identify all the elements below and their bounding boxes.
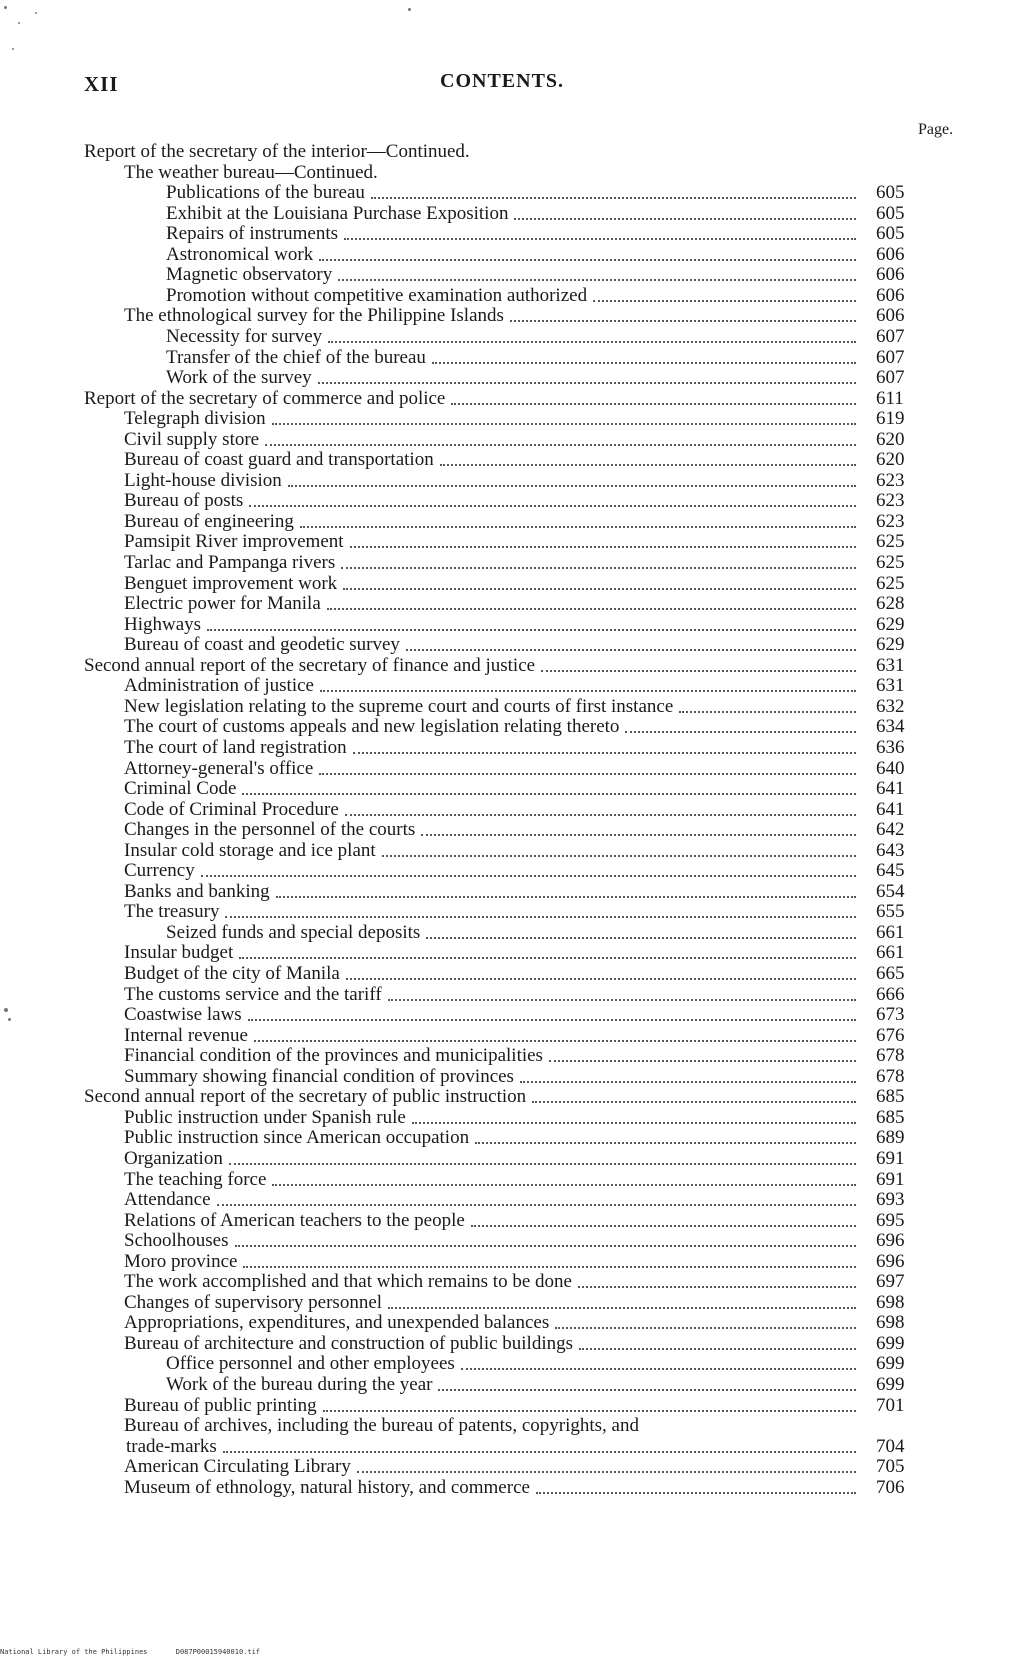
- toc-page-number: 678: [876, 1066, 905, 1087]
- dot-leader: [276, 896, 856, 898]
- dot-leader: [341, 567, 856, 569]
- toc-page-number: 665: [876, 963, 905, 984]
- dot-leader: [319, 773, 856, 775]
- toc-page-number: 605: [876, 223, 905, 244]
- toc-entry: [166, 285, 905, 307]
- toc-entry: [124, 984, 905, 1006]
- toc-entry: [166, 347, 905, 369]
- toc-page-number: 699: [876, 1374, 905, 1395]
- toc-entry-title: Bureau of architecture and construction of public buildings: [124, 1333, 574, 1354]
- toc-entry: [124, 963, 905, 985]
- toc-entry: [84, 1086, 905, 1108]
- dot-leader: [593, 300, 856, 302]
- toc-page-number: 699: [876, 1353, 905, 1374]
- toc-entry: [124, 573, 905, 595]
- dot-leader: [217, 1204, 856, 1206]
- toc-entry: [124, 758, 905, 780]
- toc-entry: [124, 881, 905, 903]
- toc-entry: [124, 1107, 905, 1129]
- toc-page-number: 691: [876, 1148, 905, 1169]
- toc-entry-title: Telegraph division: [124, 408, 266, 429]
- dot-leader: [327, 608, 856, 610]
- toc-entry-title: Office personnel and other employees: [166, 1353, 455, 1374]
- running-title: CONTENTS.: [440, 70, 565, 92]
- toc-entry: [124, 1210, 905, 1232]
- dot-leader: [323, 1410, 856, 1412]
- toc-page-number: 697: [876, 1271, 905, 1292]
- toc-page-number: 695: [876, 1210, 905, 1231]
- toc-entry: [124, 429, 905, 451]
- dot-leader: [254, 1040, 856, 1042]
- toc-entry: [124, 614, 905, 636]
- dot-leader: [338, 279, 856, 281]
- toc-page-number: 606: [876, 244, 905, 265]
- toc-page-number: 691: [876, 1169, 905, 1190]
- toc-page-number: 655: [876, 901, 905, 922]
- toc-entry-title: Seized funds and special deposits: [166, 922, 421, 943]
- toc-entry-title: American Circulating Library: [124, 1456, 351, 1477]
- toc-entry-title: The court of customs appeals and new legislation relating thereto: [124, 716, 620, 737]
- toc-page-number: 661: [876, 922, 905, 943]
- toc-page-number: 625: [876, 552, 905, 573]
- toc-entry-title: Astronomical work: [166, 244, 314, 265]
- dot-leader: [272, 1184, 856, 1186]
- toc-entry-title: Criminal Code: [124, 778, 237, 799]
- dot-leader: [300, 526, 856, 528]
- dot-leader: [549, 1060, 856, 1062]
- dot-leader: [461, 1368, 856, 1370]
- toc-page-number: 661: [876, 942, 905, 963]
- dot-leader: [225, 916, 856, 918]
- toc-entry: [124, 531, 905, 553]
- toc-entry: [124, 840, 905, 862]
- dot-leader: [371, 197, 856, 199]
- toc-entry-title: Attendance: [124, 1189, 211, 1210]
- dot-leader: [382, 855, 856, 857]
- scan-speck: [8, 1018, 11, 1021]
- toc-entry-title: Changes of supervisory personnel: [124, 1292, 383, 1313]
- toc-page-number: 625: [876, 573, 905, 594]
- dot-leader: [346, 978, 856, 980]
- toc-page-number: 645: [876, 860, 905, 881]
- toc-page-number: 698: [876, 1292, 905, 1313]
- toc-entry: [124, 1251, 905, 1273]
- toc-entry: [166, 922, 905, 944]
- toc-entry: [166, 367, 905, 389]
- toc-entry-title: Coastwise laws: [124, 1004, 242, 1025]
- toc-entry-title: The work accomplished and that which remains to be done: [124, 1271, 572, 1292]
- toc-entry: [124, 860, 905, 882]
- toc-entry: [124, 901, 905, 923]
- toc-entry: [124, 593, 905, 615]
- toc-page-number: 701: [876, 1395, 905, 1416]
- toc-entry-title: Pamsipit River improvement: [124, 531, 344, 552]
- scan-speck: [12, 48, 14, 50]
- dot-leader: [541, 670, 856, 672]
- toc-entry: [124, 675, 905, 697]
- toc-entry: [124, 449, 905, 471]
- toc-page-number: 699: [876, 1333, 905, 1354]
- toc-entry-title: Internal revenue: [124, 1025, 248, 1046]
- scan-speck: [35, 12, 37, 14]
- dot-leader: [229, 1163, 856, 1165]
- toc-page-number: 625: [876, 531, 905, 552]
- toc-page-number: 698: [876, 1312, 905, 1333]
- toc-page-number: 628: [876, 593, 905, 614]
- dot-leader: [272, 423, 856, 425]
- toc-entry-title: Organization: [124, 1148, 223, 1169]
- scan-file-label: D087P00015940010.tif: [175, 1648, 261, 1656]
- toc-entry: [124, 511, 905, 533]
- toc-entry: [124, 1333, 905, 1355]
- toc-page-number: 631: [876, 655, 905, 676]
- toc-entry-title: Bureau of coast guard and transportation: [124, 449, 434, 470]
- toc-entry: [124, 162, 862, 184]
- scan-library-label: National Library of the Philippines: [0, 1648, 148, 1656]
- toc-entry: [166, 182, 905, 204]
- dot-leader: [421, 834, 856, 836]
- toc-entry-title: Museum of ethnology, natural history, and commerce: [124, 1477, 530, 1498]
- toc-entry: [124, 1456, 905, 1478]
- toc-entry: [166, 264, 905, 286]
- dot-leader: [578, 1286, 856, 1288]
- toc-page-number: 640: [876, 758, 905, 779]
- toc-entry-title: Bureau of archives, including the bureau of patents, copyrights, and: [124, 1415, 639, 1436]
- toc-page-number: 605: [876, 203, 905, 224]
- toc-page-number: 676: [876, 1025, 905, 1046]
- toc-entry-title: Civil supply store: [124, 429, 260, 450]
- dot-leader: [207, 629, 856, 631]
- toc-entry-title: Tarlac and Pampanga rivers: [124, 552, 336, 573]
- toc-entry: [124, 470, 905, 492]
- scan-speck: [18, 22, 20, 24]
- dot-leader: [514, 218, 856, 220]
- toc-page-number: 685: [876, 1086, 905, 1107]
- toc-entry-title: Banks and banking: [124, 881, 270, 902]
- toc-entry: [124, 1127, 905, 1149]
- toc-entry: [124, 1004, 905, 1026]
- dot-leader: [239, 957, 856, 959]
- toc-entry-title: Publications of the bureau: [166, 182, 365, 203]
- toc-entry-title: Work of the bureau during the year: [166, 1374, 433, 1395]
- toc-entry: [124, 1230, 905, 1252]
- dot-leader: [249, 505, 856, 507]
- toc-page-number: 619: [876, 408, 905, 429]
- toc-entry: [124, 1395, 905, 1417]
- toc-entry-title: Bureau of coast and geodetic survey: [124, 634, 400, 655]
- toc-entry: [166, 326, 905, 348]
- dot-leader: [201, 875, 856, 877]
- dot-leader: [350, 546, 856, 548]
- toc-page-number: 623: [876, 511, 905, 532]
- toc-page-number: 696: [876, 1251, 905, 1272]
- toc-entry-title: Bureau of public printing: [124, 1395, 317, 1416]
- toc-page-number: 685: [876, 1107, 905, 1128]
- toc-page-number: 705: [876, 1456, 905, 1477]
- toc-entry: [84, 141, 862, 163]
- toc-entry: [124, 1271, 905, 1293]
- dot-leader: [319, 259, 856, 261]
- toc-entry-title: Code of Criminal Procedure: [124, 799, 339, 820]
- toc-entry: [166, 223, 905, 245]
- dot-leader: [357, 1471, 856, 1473]
- toc-entry-title: Benguet improvement work: [124, 573, 338, 594]
- toc-entry-title: The weather bureau—Continued.: [124, 162, 378, 183]
- toc-entry-title: Public instruction under Spanish rule: [124, 1107, 406, 1128]
- toc-page-number: 642: [876, 819, 905, 840]
- toc-entry-title: Budget of the city of Manila: [124, 963, 340, 984]
- toc-page-number: 629: [876, 634, 905, 655]
- toc-entry: [84, 388, 904, 410]
- toc-page-number: 620: [876, 449, 905, 470]
- toc-page-number: 629: [876, 614, 905, 635]
- dot-leader: [328, 341, 856, 343]
- toc-entry: [124, 942, 905, 964]
- dot-leader: [223, 1451, 856, 1453]
- dot-leader: [438, 1389, 856, 1391]
- toc-entry: [124, 1148, 905, 1170]
- toc-entry-title: Report of the secretary of the interior—Continued.: [84, 141, 470, 162]
- toc-entry-title: Magnetic observatory: [166, 264, 333, 285]
- dot-leader: [536, 1492, 856, 1494]
- scan-speck: [4, 6, 7, 9]
- toc-entry: [124, 305, 905, 327]
- toc-entry: [124, 716, 905, 738]
- toc-entry-title: Transfer of the chief of the bureau: [166, 347, 426, 368]
- dot-leader: [343, 588, 856, 590]
- toc-entry-title: Summary showing financial condition of provinces: [124, 1066, 514, 1087]
- toc-entry: [124, 1292, 905, 1314]
- dot-leader: [242, 793, 856, 795]
- toc-entry: [124, 737, 905, 759]
- toc-entry: [124, 552, 905, 574]
- toc-page-number: 605: [876, 182, 905, 203]
- toc-page-number: 696: [876, 1230, 905, 1251]
- dot-leader: [388, 1307, 856, 1309]
- toc-entry-title: Promotion without competitive examination authorized: [166, 285, 588, 306]
- toc-page-number: 654: [876, 881, 905, 902]
- toc-entry: [124, 1025, 905, 1047]
- toc-entry-title: Electric power for Manila: [124, 593, 321, 614]
- dot-leader: [475, 1142, 856, 1144]
- toc-entry-title: Bureau of posts: [124, 490, 244, 511]
- dot-leader: [555, 1327, 856, 1329]
- toc-entry-title: trade-marks: [126, 1436, 217, 1457]
- toc-entry: [124, 1066, 905, 1088]
- toc-page-number: 606: [876, 264, 905, 285]
- toc-entry: [166, 1374, 905, 1396]
- dot-leader: [426, 937, 856, 939]
- toc-page-number: 607: [876, 347, 905, 368]
- toc-page-number: 689: [876, 1127, 905, 1148]
- toc-entry-title: New legislation relating to the supreme court and courts of first instance: [124, 696, 674, 717]
- dot-leader: [679, 711, 856, 713]
- toc-entry: [166, 244, 905, 266]
- scan-footer: [0, 1648, 284, 1656]
- toc-entry-title: Exhibit at the Louisiana Purchase Exposition: [166, 203, 509, 224]
- dot-leader: [320, 690, 856, 692]
- toc-entry: [166, 1353, 905, 1375]
- dot-leader: [318, 382, 856, 384]
- scan-speck: [4, 1008, 8, 1012]
- toc-page-number: 607: [876, 367, 905, 388]
- toc-entry-title: Work of the survey: [166, 367, 312, 388]
- dot-leader: [532, 1101, 856, 1103]
- toc-entry-title: Currency: [124, 860, 195, 881]
- page-column-label: Page.: [918, 121, 954, 138]
- toc-page-number: 693: [876, 1189, 905, 1210]
- toc-page-number: 607: [876, 326, 905, 347]
- dot-leader: [412, 1122, 856, 1124]
- toc-entry: [124, 490, 905, 512]
- toc-entry: [124, 696, 905, 718]
- toc-entry-title: Appropriations, expenditures, and unexpended balances: [124, 1312, 550, 1333]
- toc-entry-title: Public instruction since American occupation: [124, 1127, 470, 1148]
- toc-entry-title: Repairs of instruments: [166, 223, 339, 244]
- toc-page-number: 611: [876, 388, 904, 409]
- toc-entry-title: Highways: [124, 614, 202, 635]
- toc-entry-title: The treasury: [124, 901, 220, 922]
- dot-leader: [520, 1081, 856, 1083]
- toc-entry-title: Attorney-general's office: [124, 758, 314, 779]
- toc-page-number: 641: [876, 778, 905, 799]
- toc-entry-title: The ethnological survey for the Philippine Islands: [124, 305, 504, 326]
- toc-page-number: 620: [876, 429, 905, 450]
- toc-page-number: 636: [876, 737, 905, 758]
- toc-entry: [124, 1477, 905, 1499]
- toc-entry-title: Insular cold storage and ice plant: [124, 840, 376, 861]
- toc-entry-title: Second annual report of the secretary of public instruction: [84, 1086, 527, 1107]
- dot-leader: [345, 814, 856, 816]
- dot-leader: [432, 362, 856, 364]
- dot-leader: [471, 1225, 856, 1227]
- toc-entry: [124, 634, 905, 656]
- dot-leader: [579, 1348, 856, 1350]
- dot-leader: [451, 403, 856, 405]
- toc-entry: [166, 203, 905, 225]
- toc-page-number: 606: [876, 305, 905, 326]
- toc-page-number: 643: [876, 840, 905, 861]
- toc-page-number: 678: [876, 1045, 905, 1066]
- toc-entry-title: Moro province: [124, 1251, 238, 1272]
- toc-entry: [124, 1415, 862, 1437]
- toc-entry: [124, 778, 905, 800]
- toc-entry-title: Insular budget: [124, 942, 234, 963]
- dot-leader: [353, 752, 856, 754]
- toc-entry: [124, 1189, 905, 1211]
- dot-leader: [243, 1266, 856, 1268]
- toc-entry-title: The teaching force: [124, 1169, 267, 1190]
- dot-leader: [625, 731, 856, 733]
- toc-entry-title: Second annual report of the secretary of finance and justice: [84, 655, 536, 676]
- toc-entry: [84, 655, 905, 677]
- dot-leader: [344, 238, 856, 240]
- toc-page-number: 706: [876, 1477, 905, 1498]
- dot-leader: [265, 444, 856, 446]
- toc-page-number: 623: [876, 490, 905, 511]
- toc-entry: [124, 1312, 905, 1334]
- toc-page-number: 631: [876, 675, 905, 696]
- toc-page-number: 673: [876, 1004, 905, 1025]
- dot-leader: [235, 1245, 857, 1247]
- toc-entry-title: Report of the secretary of commerce and police: [84, 388, 446, 409]
- toc-entry-title: The customs service and the tariff: [124, 984, 382, 1005]
- toc-entry: [124, 408, 905, 430]
- toc-page-number: 623: [876, 470, 905, 491]
- toc-entry: [124, 1169, 905, 1191]
- toc-page-number: 606: [876, 285, 905, 306]
- toc-entry-title: The court of land registration: [124, 737, 347, 758]
- toc-entry-title: Light-house division: [124, 470, 282, 491]
- toc-page-number: 666: [876, 984, 905, 1005]
- toc-page-number: 632: [876, 696, 905, 717]
- toc-page-number: 634: [876, 716, 905, 737]
- toc-page-number: 641: [876, 799, 905, 820]
- toc-entry: [124, 819, 905, 841]
- toc-entry-title: Administration of justice: [124, 675, 314, 696]
- dot-leader: [388, 999, 856, 1001]
- toc-page-number: 704: [876, 1436, 905, 1457]
- toc-entry: [126, 1436, 905, 1458]
- dot-leader: [288, 485, 856, 487]
- folio-number: XII: [84, 72, 119, 96]
- toc-entry: [124, 1045, 905, 1067]
- toc-entry-title: Necessity for survey: [166, 326, 323, 347]
- toc-entry-title: Financial condition of the provinces and municipalities: [124, 1045, 543, 1066]
- dot-leader: [406, 649, 856, 651]
- dot-leader: [510, 320, 856, 322]
- toc-entry-title: Relations of American teachers to the people: [124, 1210, 465, 1231]
- toc-entry-title: Schoolhouses: [124, 1230, 229, 1251]
- scan-speck: [408, 8, 411, 11]
- dot-leader: [248, 1019, 856, 1021]
- toc-entry: [124, 799, 905, 821]
- toc-entry-title: Changes in the personnel of the courts: [124, 819, 416, 840]
- dot-leader: [440, 464, 856, 466]
- toc-entry-title: Bureau of engineering: [124, 511, 294, 532]
